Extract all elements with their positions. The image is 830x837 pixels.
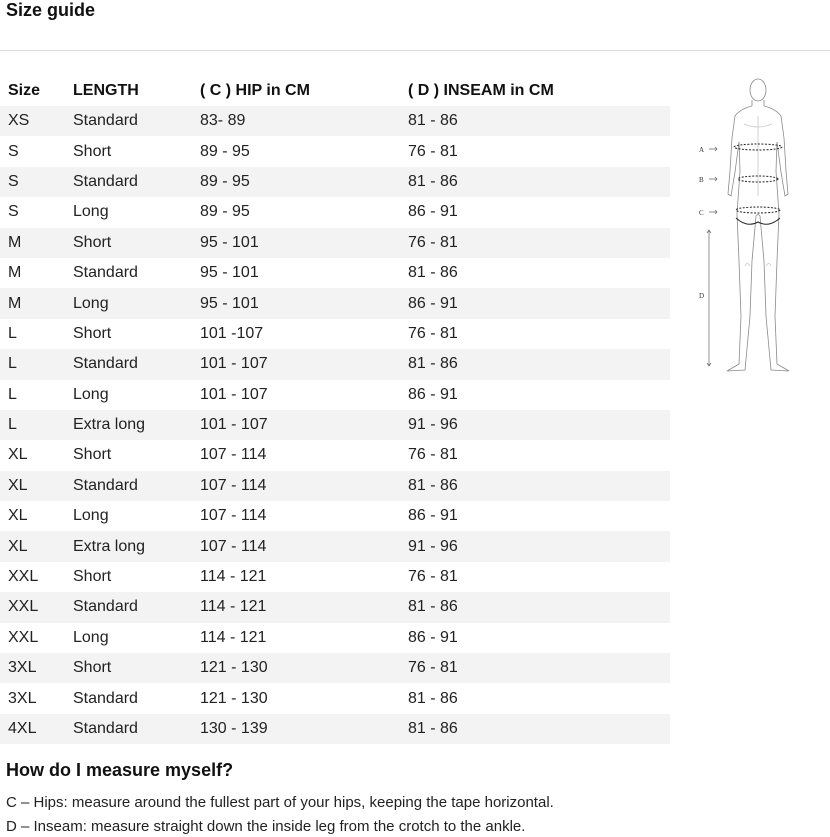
- cell-inseam: 81 - 86: [400, 471, 670, 501]
- cell-length: Long: [65, 197, 192, 227]
- cell-inseam: 81 - 86: [400, 349, 670, 379]
- cell-size: L: [0, 380, 65, 410]
- cell-length: Extra long: [65, 531, 192, 561]
- cell-hip: 114 - 121: [192, 562, 400, 592]
- cell-size: M: [0, 228, 65, 258]
- cell-hip: 101 - 107: [192, 349, 400, 379]
- table-row: [0, 623, 670, 653]
- table-row: [0, 531, 670, 561]
- cell-length: Standard: [65, 106, 192, 136]
- body-measurement-figure: [695, 76, 820, 381]
- cell-inseam: 81 - 86: [400, 258, 670, 288]
- cell-inseam: 81 - 86: [400, 106, 670, 136]
- cell-inseam: 81 - 86: [400, 592, 670, 622]
- cell-size: M: [0, 258, 65, 288]
- cell-size: 3XL: [0, 653, 65, 683]
- cell-inseam: 86 - 91: [400, 501, 670, 531]
- cell-hip: 114 - 121: [192, 592, 400, 622]
- cell-hip: 89 - 95: [192, 167, 400, 197]
- header-hip: ( C ) HIP in CM: [200, 82, 310, 99]
- table-row: [0, 288, 670, 318]
- cell-hip: 107 - 114: [192, 531, 400, 561]
- cell-size: M: [0, 288, 65, 318]
- table-row: [0, 501, 670, 531]
- table-row: [0, 562, 670, 592]
- cell-size: XL: [0, 501, 65, 531]
- label-c: C: [699, 209, 704, 217]
- cell-size: S: [0, 167, 65, 197]
- cell-hip: 107 - 114: [192, 501, 400, 531]
- cell-inseam: 76 - 81: [400, 440, 670, 470]
- table-row: [0, 319, 670, 349]
- cell-hip: 101 -107: [192, 319, 400, 349]
- cell-hip: 89 - 95: [192, 136, 400, 166]
- cell-inseam: 86 - 91: [400, 623, 670, 653]
- header-size: Size: [8, 82, 41, 99]
- table-row: [0, 136, 670, 166]
- header-length: LENGTH: [73, 82, 139, 99]
- cell-length: Standard: [65, 714, 192, 744]
- cell-length: Standard: [65, 592, 192, 622]
- label-d: D: [699, 292, 705, 300]
- table-row: [0, 592, 670, 622]
- cell-hip: 83- 89: [192, 106, 400, 136]
- inseam-instruction: D – Inseam: measure straight down the inside leg from the crotch to the ankle.: [6, 818, 526, 835]
- cell-length: Standard: [65, 258, 192, 288]
- cell-length: Long: [65, 288, 192, 318]
- cell-inseam: 76 - 81: [400, 228, 670, 258]
- cell-size: XL: [0, 531, 65, 561]
- table-row: [0, 653, 670, 683]
- cell-length: Standard: [65, 683, 192, 713]
- cell-hip: 130 - 139: [192, 714, 400, 744]
- cell-hip: 95 - 101: [192, 258, 400, 288]
- cell-hip: 95 - 101: [192, 288, 400, 318]
- page-title: Size guide: [6, 0, 96, 20]
- header-inseam: ( D ) INSEAM in CM: [408, 82, 554, 99]
- measure-arrows: [707, 147, 717, 366]
- table-row: [0, 197, 670, 227]
- cell-inseam: 81 - 86: [400, 167, 670, 197]
- cell-length: Standard: [65, 349, 192, 379]
- cell-hip: 101 - 107: [192, 380, 400, 410]
- cell-size: 4XL: [0, 714, 65, 744]
- cell-length: Long: [65, 623, 192, 653]
- table-header-row: [0, 76, 670, 106]
- table-row: [0, 380, 670, 410]
- cell-size: XL: [0, 440, 65, 470]
- cell-length: Long: [65, 380, 192, 410]
- table-row: [0, 349, 670, 379]
- cell-hip: 107 - 114: [192, 440, 400, 470]
- cell-inseam: 86 - 91: [400, 197, 670, 227]
- size-table: [0, 76, 670, 744]
- label-b: B: [699, 176, 704, 184]
- cell-inseam: 81 - 86: [400, 683, 670, 713]
- cell-inseam: 91 - 96: [400, 410, 670, 440]
- table-row: [0, 683, 670, 713]
- cell-size: XS: [0, 106, 65, 136]
- cell-size: S: [0, 136, 65, 166]
- cell-length: Short: [65, 136, 192, 166]
- cell-size: 3XL: [0, 683, 65, 713]
- cell-size: L: [0, 410, 65, 440]
- cell-inseam: 76 - 81: [400, 319, 670, 349]
- cell-length: Standard: [65, 167, 192, 197]
- cell-hip: 121 - 130: [192, 683, 400, 713]
- measure-heading: How do I measure myself?: [6, 760, 234, 780]
- cell-hip: 114 - 121: [192, 623, 400, 653]
- cell-inseam: 81 - 86: [400, 714, 670, 744]
- cell-length: Long: [65, 501, 192, 531]
- cell-length: Short: [65, 228, 192, 258]
- cell-length: Short: [65, 562, 192, 592]
- table-row: [0, 714, 670, 744]
- cell-inseam: 76 - 81: [400, 653, 670, 683]
- cell-hip: 101 - 107: [192, 410, 400, 440]
- cell-inseam: 86 - 91: [400, 288, 670, 318]
- cell-length: Extra long: [65, 410, 192, 440]
- cell-inseam: 76 - 81: [400, 562, 670, 592]
- table-row: [0, 410, 670, 440]
- cell-length: Short: [65, 319, 192, 349]
- cell-inseam: 76 - 81: [400, 136, 670, 166]
- cell-length: Short: [65, 653, 192, 683]
- cell-length: Standard: [65, 471, 192, 501]
- table-row: [0, 440, 670, 470]
- title-divider: [0, 50, 830, 51]
- cell-hip: 107 - 114: [192, 471, 400, 501]
- cell-size: L: [0, 349, 65, 379]
- cell-hip: 121 - 130: [192, 653, 400, 683]
- cell-hip: 89 - 95: [192, 197, 400, 227]
- cell-size: S: [0, 197, 65, 227]
- table-row: [0, 106, 670, 136]
- cell-hip: 95 - 101: [192, 228, 400, 258]
- cell-size: XL: [0, 471, 65, 501]
- table-row: [0, 228, 670, 258]
- table-row: [0, 167, 670, 197]
- cell-size: XXL: [0, 562, 65, 592]
- label-a: A: [699, 146, 705, 154]
- cell-size: XXL: [0, 623, 65, 653]
- cell-inseam: 86 - 91: [400, 380, 670, 410]
- cell-size: L: [0, 319, 65, 349]
- size-table-body: [0, 106, 670, 744]
- cell-size: XXL: [0, 592, 65, 622]
- hips-instruction: C – Hips: measure around the fullest part of your hips, keeping the tape horizontal.: [6, 794, 554, 811]
- cell-length: Short: [65, 440, 192, 470]
- table-row: [0, 258, 670, 288]
- cell-inseam: 91 - 96: [400, 531, 670, 561]
- body-outline: [727, 79, 789, 371]
- table-row: [0, 471, 670, 501]
